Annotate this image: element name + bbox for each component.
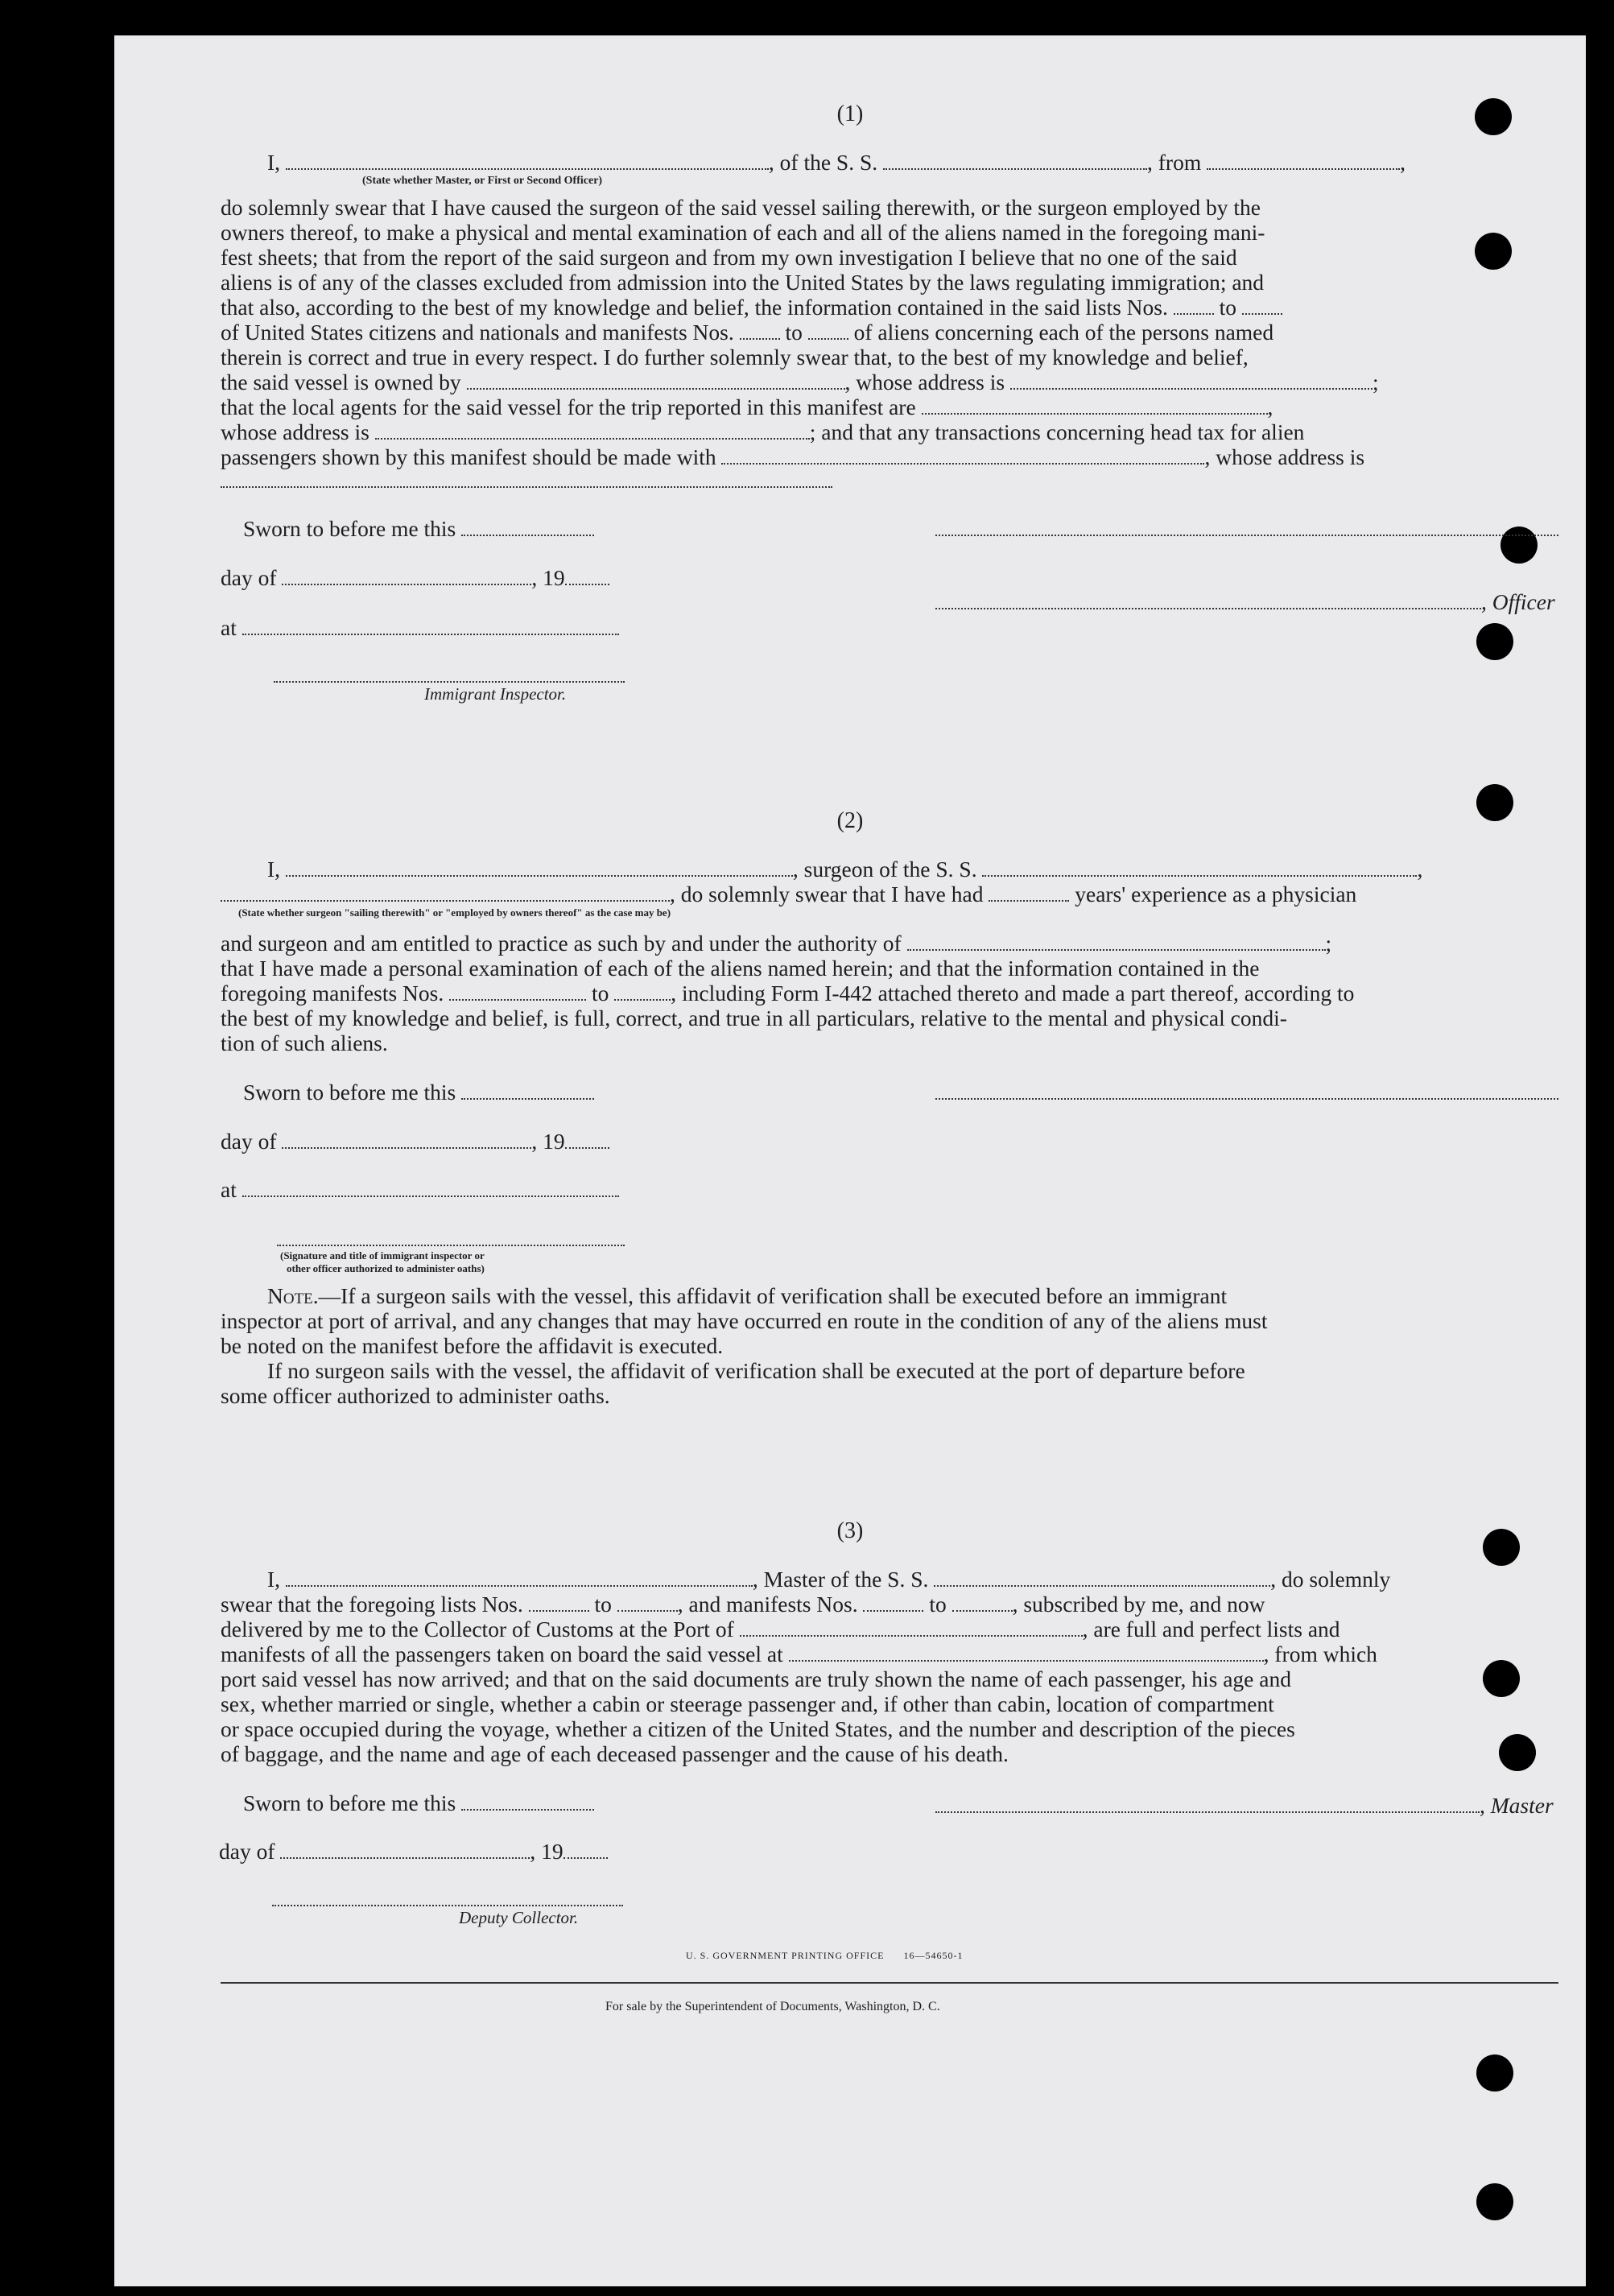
section-1-day-of: day of , 19 (221, 565, 609, 590)
note-line-1: Note.—If a surgeon sails with the vessel, this affidavit of verification shall be executed before an immigrant (267, 1283, 1228, 1308)
punch-hole (1476, 2054, 1513, 2092)
note-line-5: some officer authorized to administer oaths. (221, 1383, 610, 1408)
punch-hole (1500, 527, 1538, 564)
section-2-day-of: day of , 19 (221, 1129, 609, 1154)
section-3-collector-title: Deputy Collector. (459, 1908, 579, 1927)
section-3-line-5: port said vessel has now arrived; and that on the said documents are truly shown the name of each passenger, his age and (221, 1666, 1291, 1691)
footer-rule (221, 1982, 1558, 1984)
note-line-4: If no surgeon sails with the vessel, the affidavit of verification shall be executed at the port of departure before (267, 1358, 1245, 1383)
section-1-address-line (221, 486, 832, 488)
section-2-number: (2) (836, 808, 864, 833)
section-1-line-7: of United States citizens and nationals and manifests Nos. to of aliens concerning each of the persons named (221, 320, 1274, 345)
section-3-collector-line (272, 1905, 623, 1906)
section-1-line-8: therein is correct and true in every respect. I do further solemnly swear that, to the best of my knowledge and belief, (221, 345, 1249, 370)
punch-hole (1499, 1734, 1536, 1771)
section-1-inspector-title: Immigrant Inspector. (424, 684, 567, 704)
section-1-sworn: Sworn to before me this (243, 516, 594, 541)
section-3-day-of: day of , 19 (219, 1839, 608, 1864)
section-1-line-9: the said vessel is owned by , whose address is ; (221, 370, 1379, 394)
section-3-line-8: of baggage, and the name and age of each deceased passenger and the cause of his death. (221, 1741, 1009, 1766)
section-1-at: at (221, 615, 619, 640)
section-3-line-7: or space occupied during the voyage, whether a citizen of the United States, and the number and description of the pieces (221, 1716, 1295, 1741)
section-1-line-2: do solemnly swear that I have caused the surgeon of the said vessel sailing therewith, or the surgeon employed by the (221, 195, 1261, 220)
section-1-signature-line (935, 535, 1558, 536)
section-1-line-5: aliens is of any of the classes excluded from admission into the United States by the laws regulating immigration; and (221, 270, 1265, 295)
section-2-sworn: Sworn to before me this (243, 1080, 594, 1105)
section-2-surgeon-caption: (State whether surgeon "sailing therewith" or "employed by owners thereof" as the case may be) (238, 906, 671, 919)
manifest-page (114, 35, 1586, 2286)
section-3-line-3: delivered by me to the Collector of Customs at the Port of , are full and perfect lists and (221, 1617, 1340, 1641)
section-2-line-4: that I have made a personal examination of each of the aliens named herein; and that the information contained in the (221, 956, 1260, 981)
section-3-sworn: Sworn to before me this (243, 1790, 594, 1815)
note-line-3: be noted on the manifest before the affidavit is executed. (221, 1333, 724, 1358)
section-2-sig-caption-2: other officer authorized to administer oaths) (287, 1262, 485, 1274)
section-1-line-1: I, , of the S. S. , from , (267, 150, 1406, 175)
section-2-line-1: I, , surgeon of the S. S. , (267, 857, 1423, 882)
punch-hole (1483, 1660, 1520, 1697)
section-2-inspector-line (277, 1245, 625, 1246)
section-1-line-11: whose address is ; and that any transactions concerning head tax for alien (221, 419, 1305, 444)
section-2-sig-caption-1: (Signature and title of immigrant inspector or (280, 1249, 485, 1262)
section-1-line-12: passengers shown by this manifest should be made with , whose address is (221, 444, 1365, 469)
section-2-signature-line (935, 1098, 1558, 1100)
section-1-officer-caption: (State whether Master, or First or Second Officer) (362, 175, 603, 187)
section-3-line-4: manifests of all the passengers taken on board the said vessel at , from which (221, 1641, 1377, 1666)
section-3-master-line: , Master (935, 1793, 1554, 1818)
punch-hole (1476, 623, 1513, 660)
punch-hole (1475, 233, 1512, 270)
section-2-line-6: the best of my knowledge and belief, is full, correct, and true in all particulars, relative to the mental and physical condi- (221, 1006, 1287, 1030)
section-2-line-2: , do solemnly swear that I have had years' experience as a physician (221, 882, 1356, 906)
gpo-imprint: U. S. GOVERNMENT PRINTING OFFICE 16—54650-1 (686, 1950, 964, 1961)
section-2-line-3: and surgeon and am entitled to practice as such by and under the authority of ; (221, 931, 1332, 956)
section-3-line-1: I, , Master of the S. S. , do solemnly (267, 1567, 1391, 1592)
note-line-2: inspector at port of arrival, and any changes that may have occurred en route in the condition of any of the aliens must (221, 1308, 1268, 1333)
section-1-number: (1) (836, 101, 864, 126)
section-1-line-3: owners thereof, to make a physical and mental examination of each and all of the aliens named in the foregoing mani- (221, 220, 1265, 245)
section-1-officer-line: , Officer (935, 589, 1555, 614)
section-2-at: at (221, 1177, 619, 1202)
section-1-inspector-line (274, 681, 625, 683)
section-3-line-2: swear that the foregoing lists Nos. to , and manifests Nos. to , subscribed by me, and now (221, 1592, 1265, 1617)
section-1-line-4: fest sheets; that from the report of the said surgeon and from my own investigation I believe that no one of the said (221, 245, 1237, 270)
section-1-line-6: that also, according to the best of my knowledge and belief, the information contained in the said lists Nos. to (221, 295, 1282, 320)
punch-hole (1476, 2183, 1513, 2220)
section-3-number: (3) (836, 1518, 864, 1543)
sale-notice: For sale by the Superintendent of Documents, Washington, D. C. (605, 2000, 940, 2013)
section-2-line-5: foregoing manifests Nos. to , including Form I-442 attached thereto and made a part thereof, according to (221, 981, 1355, 1006)
section-3-line-6: sex, whether married or single, whether a cabin or steerage passenger and, if other than cabin, location of compartment (221, 1691, 1274, 1716)
section-1-line-10: that the local agents for the said vessel for the trip reported in this manifest are , (221, 394, 1273, 419)
section-2-line-7: tion of such aliens. (221, 1030, 388, 1055)
